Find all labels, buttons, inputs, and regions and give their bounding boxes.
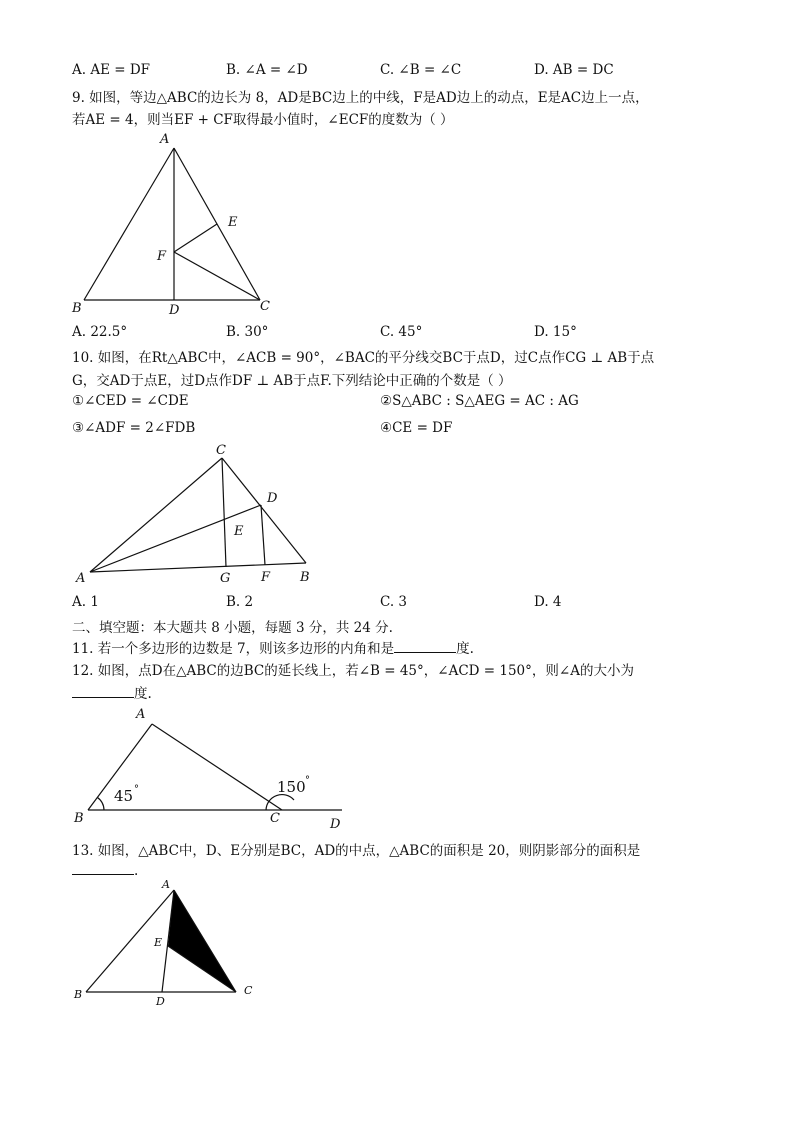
q8-option-d: D. AB = DC xyxy=(534,62,614,78)
q10-label-f: F xyxy=(261,570,271,585)
q9-label-e: E xyxy=(228,215,238,230)
q9-label-d: D xyxy=(169,303,180,318)
q10-conclusion-2: ②S△ABC : S△AEG = AC : AG xyxy=(380,393,579,409)
q10-label-a: A xyxy=(76,571,86,586)
q11-answer-blank xyxy=(394,640,456,653)
q9-option-d: D. 15° xyxy=(534,324,577,340)
q9-option-a: A. 22.5° xyxy=(72,324,128,340)
q12-label-b: B xyxy=(74,811,84,826)
q9-text-line2: 若AE = 4，则当EF + CF取得最小值时，∠ECF的度数为（ ） xyxy=(72,112,454,128)
q12-label-d: D xyxy=(330,817,341,832)
q12-angle-c-degree: ° xyxy=(305,775,310,786)
q12-text-line2 xyxy=(72,682,152,702)
q9-label-f: F xyxy=(157,249,167,264)
q13-answer-blank xyxy=(72,862,134,875)
q13-label-c: C xyxy=(244,984,253,997)
q10-label-d: D xyxy=(267,491,278,506)
q11-suffix: 度. xyxy=(456,641,474,657)
q13-shaded-region xyxy=(168,890,236,992)
q13-label-b: B xyxy=(74,988,83,1001)
q10-figure-right-triangle xyxy=(70,440,320,588)
q12-angle-b-degree: ° xyxy=(134,784,139,795)
q10-option-c: C. 3 xyxy=(380,594,408,610)
q12-text-line1: 12. 如图，点D在△ABC的边BC的延长线上，若∠B = 45°，∠ACD = 150°，则∠A的大小为 xyxy=(72,663,634,679)
q11-question: 11. 若一个多边形的边数是 7，则该多边形的内角和是 xyxy=(72,641,395,657)
q10-text-line1: 10. 如图，在Rt△ABC中，∠ACB = 90°，∠BAC的平分线交BC于点D，过C点作CG ⊥ AB于点 xyxy=(72,350,655,366)
q12-angle-b-value: 45 xyxy=(114,787,134,805)
q12-answer-blank xyxy=(72,685,134,698)
q12-figure-triangle xyxy=(70,704,360,834)
q10-conclusion-3: ③∠ADF = 2∠FDB xyxy=(72,420,196,436)
q10-label-b: B xyxy=(300,570,310,585)
q13-label-e: E xyxy=(154,936,163,949)
q8-option-b: B. ∠A = ∠D xyxy=(226,62,308,78)
q9-figure-equilateral-triangle xyxy=(70,128,280,318)
q9-label-a: A xyxy=(160,132,170,147)
q8-option-c: C. ∠B = ∠C xyxy=(380,62,462,78)
q10-label-c: C xyxy=(216,443,226,458)
q12-suffix: 度. xyxy=(134,686,152,702)
q10-option-d: D. 4 xyxy=(534,594,562,610)
q12-angle-c-value: 150 xyxy=(277,778,306,796)
q10-option-b: B. 2 xyxy=(226,594,254,610)
section-2-heading: 二、填空题：本大题共 8 小题，每题 3 分，共 24 分. xyxy=(72,620,393,636)
q11-text xyxy=(72,637,474,657)
q9-option-c: C. 45° xyxy=(380,324,423,340)
q9-label-b: B xyxy=(72,301,82,316)
q10-label-g: G xyxy=(220,571,231,586)
q13-label-d: D xyxy=(156,995,165,1008)
q10-option-a: A. 1 xyxy=(72,594,99,610)
q10-label-e: E xyxy=(234,524,244,539)
q10-conclusion-1: ①∠CED = ∠CDE xyxy=(72,393,189,409)
q9-option-b: B. 30° xyxy=(226,324,269,340)
q9-label-c: C xyxy=(260,299,270,314)
q13-text-line1: 13. 如图，△ABC中，D、E分别是BC，AD的中点，△ABC的面积是 20，则阴影部分的面积是 xyxy=(72,843,641,859)
q8-option-a: A. AE = DF xyxy=(72,62,151,78)
q13-figure-triangle-shaded xyxy=(70,876,270,1010)
q10-conclusion-4: ④CE = DF xyxy=(380,420,453,436)
q12-label-c: C xyxy=(270,811,280,826)
q13-label-a: A xyxy=(162,878,170,891)
q9-text-line1: 9. 如图，等边△ABC的边长为 8，AD是BC边上的中线，F是AD边上的动点，E是AC边上一点， xyxy=(72,90,649,106)
q12-label-a: A xyxy=(136,707,146,722)
q10-text-line2: G，交AD于点E，过D点作DF ⊥ AB于点F.下列结论中正确的个数是（ ） xyxy=(72,373,512,389)
q13-suffix: . xyxy=(134,863,139,879)
